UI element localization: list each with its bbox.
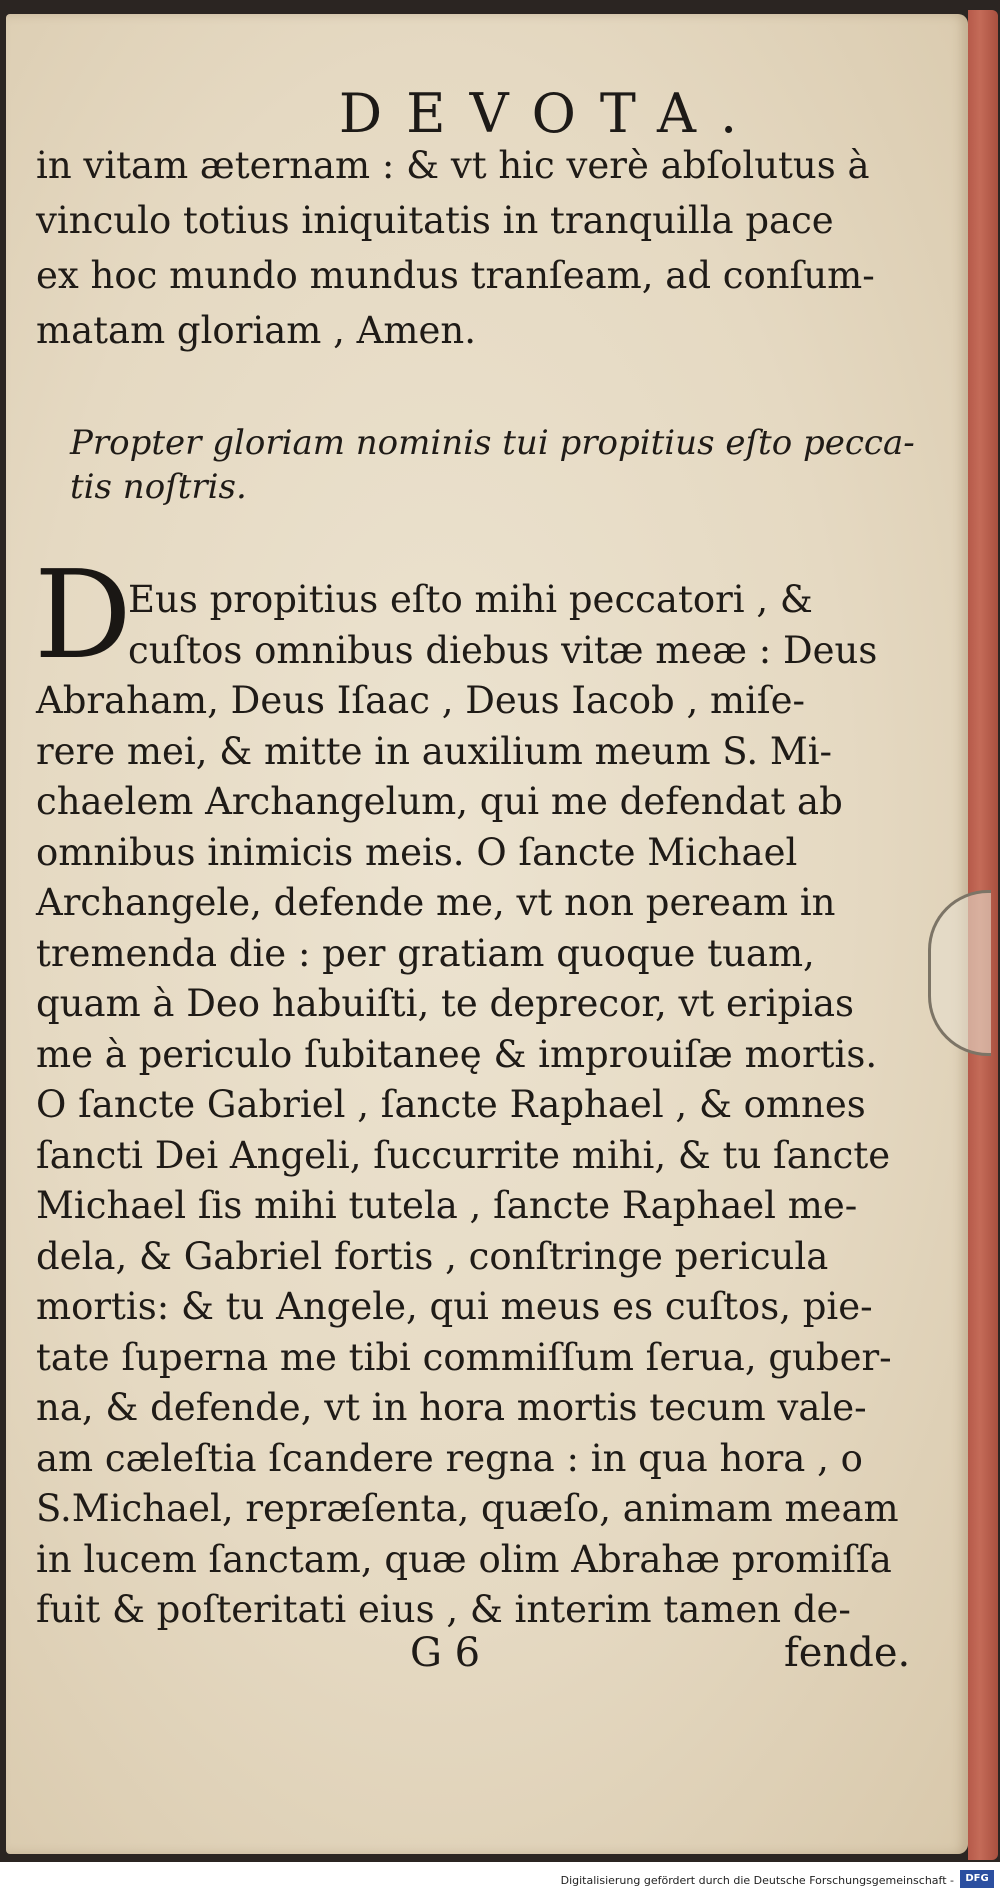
running-title: DEVOTA. (338, 82, 762, 145)
funding-credit: Digitalisierung gefördert durch die Deutsche Forschungsgemeinschaft - (560, 1874, 954, 1887)
text-line: in vitam æternam : & vt hic verè abſolutus à (36, 144, 870, 187)
rubric-line: Propter gloriam nominis tui propitius eſto pecca- (70, 423, 915, 463)
text-line: me à periculo ſubitaneę & improuiſæ mortis. (36, 1032, 878, 1076)
catchword: fende. (784, 1630, 911, 1676)
text-line: Archangele, defende me, vt non peream in (36, 881, 836, 924)
text-line: mortis: & tu Angele, qui meus es cuſtos, pie- (36, 1285, 873, 1328)
dfg-logo: DFG (960, 1870, 994, 1888)
text-line: tate ſuperna me tibi commiſſum ſerua, guber- (36, 1335, 892, 1379)
text-line: am cæleſtia ſcandere regna : in qua hora , o (36, 1436, 863, 1480)
text-line: Michael ſis mihi tutela , ſancte Raphael me- (36, 1184, 858, 1227)
drop-cap: D (34, 544, 132, 686)
text-line: rere mei, & mitte in auxilium meum S. Mi- (36, 729, 833, 773)
text-line: na, & defende, vt in hora mortis tecum vale- (36, 1386, 867, 1429)
text-line: vinculo totius iniquitatis in tranquilla pace (36, 199, 834, 242)
text-line: O ſancte Gabriel , ſancte Raphael , & omnes (36, 1083, 866, 1126)
text-line: Abraham, Deus Iſaac , Deus Iacob , miſe- (36, 679, 806, 722)
text-line: omnibus inimicis meis. O ſancte Michael (36, 830, 798, 874)
text-line: ex hoc mundo mundus tranſeam, ad conſum- (36, 254, 875, 297)
text-line: fuit & poſteritati eius , & interim tamen de- (36, 1588, 851, 1631)
text-line: S.Michael, repræſenta, quæſo, animam meam (36, 1487, 899, 1530)
text-line: dela, & Gabriel fortis , conſtringe pericula (36, 1234, 829, 1278)
text-line: in lucem ſanctam, quæ olim Abrahæ promiſſa (36, 1537, 892, 1581)
text-line: Eus propitius eſto mihi peccatori , & (128, 578, 813, 621)
text-line: quam à Deo habuiſti, te deprecor, vt eripias (36, 982, 855, 1025)
text-line: ſancti Dei Angeli, ſuccurrite mihi, & tu ſancte (36, 1133, 891, 1177)
text-line: chaelem Archangelum, qui me defendat ab (36, 780, 843, 823)
signature-mark: G 6 (410, 1630, 481, 1676)
text-line: matam gloriam , Amen. (36, 309, 476, 352)
rubric-line: tis noſtris. (70, 467, 247, 507)
text-line: tremenda die : per gratiam quoque tuam, (36, 931, 815, 975)
text-line: cuſtos omnibus diebus vitæ meæ : Deus (128, 628, 878, 672)
